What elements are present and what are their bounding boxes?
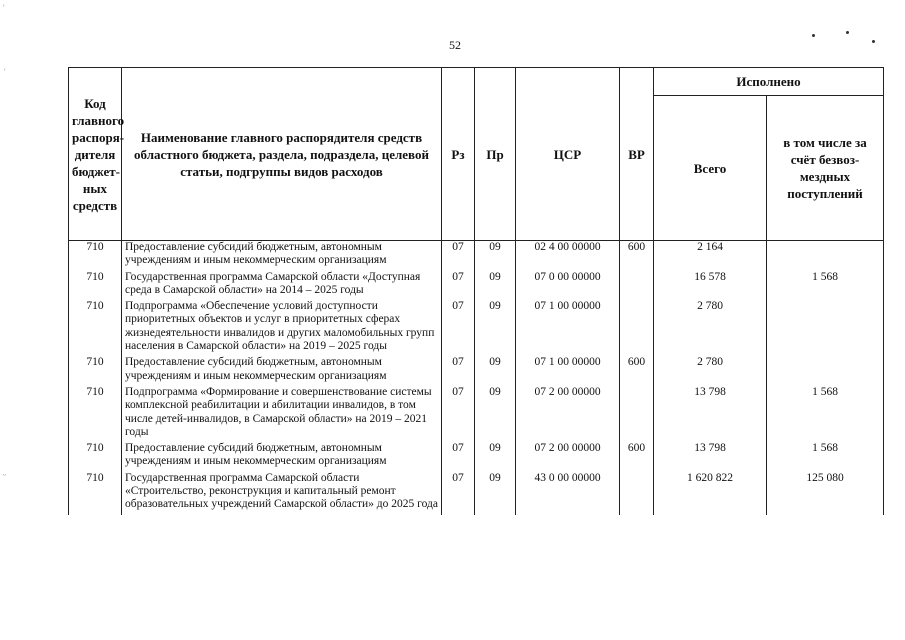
cell-code: 710 bbox=[69, 241, 122, 271]
scan-edge-mark: ᵕ bbox=[3, 470, 6, 481]
cell-pr: 09 bbox=[475, 356, 516, 386]
cell-total: 2 780 bbox=[654, 300, 767, 356]
cell-vr bbox=[620, 386, 654, 442]
scan-edge-mark: ʿ bbox=[2, 4, 6, 15]
cell-rz: 07 bbox=[442, 271, 475, 301]
cell-vr bbox=[620, 300, 654, 356]
cell-total: 2 780 bbox=[654, 356, 767, 386]
cell-csr: 07 1 00 00000 bbox=[516, 356, 620, 386]
cell-total: 1 620 822 bbox=[654, 472, 767, 515]
cell-name: Предоставление субсидий бюджетным, автономным учреждениям и иным некоммерческим организациям bbox=[122, 442, 442, 472]
cell-pr: 09 bbox=[475, 300, 516, 356]
cell-csr: 07 1 00 00000 bbox=[516, 300, 620, 356]
header-code: Код главного распоря-дителя бюджет-ных средств bbox=[69, 68, 122, 241]
cell-vr bbox=[620, 472, 654, 515]
table-row bbox=[69, 356, 884, 386]
cell-csr: 07 2 00 00000 bbox=[516, 386, 620, 442]
cell-code: 710 bbox=[69, 300, 122, 356]
cell-pr: 09 bbox=[475, 271, 516, 301]
page-number: 52 bbox=[449, 38, 461, 52]
cell-including bbox=[767, 241, 884, 271]
cell-pr: 09 bbox=[475, 442, 516, 472]
cell-total: 13 798 bbox=[654, 442, 767, 472]
cell-including: 1 568 bbox=[767, 271, 884, 301]
cell-code: 710 bbox=[69, 472, 122, 515]
cell-code: 710 bbox=[69, 356, 122, 386]
table-row bbox=[69, 271, 884, 301]
header-including: в том числе за счёт безвоз-мездных поступлений bbox=[767, 96, 884, 241]
cell-name: Предоставление субсидий бюджетным, автономным учреждениям и иным некоммерческим организациям bbox=[122, 241, 442, 271]
cell-rz: 07 bbox=[442, 442, 475, 472]
cell-total: 13 798 bbox=[654, 386, 767, 442]
cell-name: Государственная программа Самарской области «Строительство, реконструкция и капитальный ремонт образовательных учреждений Самарской области» до 2025 года bbox=[122, 472, 442, 515]
budget-table bbox=[68, 67, 884, 515]
header-name: Наименование главного распорядителя средств областного бюджета, раздела, подраздела, целевой статьи, подгруппы видов расходов bbox=[122, 68, 442, 241]
cell-rz: 07 bbox=[442, 472, 475, 515]
cell-including: 125 080 bbox=[767, 472, 884, 515]
cell-csr: 43 0 00 00000 bbox=[516, 472, 620, 515]
cell-csr: 07 0 00 00000 bbox=[516, 271, 620, 301]
cell-including: 1 568 bbox=[767, 386, 884, 442]
header-total: Всего bbox=[654, 96, 767, 241]
cell-csr: 02 4 00 00000 bbox=[516, 241, 620, 271]
header-executed: Исполнено bbox=[654, 68, 884, 96]
header-csr: ЦСР bbox=[516, 68, 620, 241]
header-vr: ВР bbox=[620, 68, 654, 241]
cell-name: Государственная программа Самарской области «Доступная среда в Самарской области» на 2014 – 2025 годы bbox=[122, 271, 442, 301]
cell-rz: 07 bbox=[442, 356, 475, 386]
cell-vr: 600 bbox=[620, 241, 654, 271]
table-row bbox=[69, 472, 884, 515]
cell-total: 16 578 bbox=[654, 271, 767, 301]
scan-speck bbox=[872, 40, 875, 43]
cell-vr: 600 bbox=[620, 442, 654, 472]
scan-speck bbox=[812, 34, 815, 37]
scan-speck bbox=[846, 31, 849, 34]
table-row bbox=[69, 386, 884, 442]
table-row bbox=[69, 300, 884, 356]
cell-including bbox=[767, 300, 884, 356]
cell-rz: 07 bbox=[442, 241, 475, 271]
cell-pr: 09 bbox=[475, 386, 516, 442]
cell-rz: 07 bbox=[442, 386, 475, 442]
cell-pr: 09 bbox=[475, 241, 516, 271]
cell-code: 710 bbox=[69, 271, 122, 301]
scan-edge-mark: ʾ bbox=[3, 68, 7, 79]
cell-name: Предоставление субсидий бюджетным, автономным учреждениям и иным некоммерческим организациям bbox=[122, 356, 442, 386]
table-row bbox=[69, 241, 884, 271]
cell-total: 2 164 bbox=[654, 241, 767, 271]
cell-pr: 09 bbox=[475, 472, 516, 515]
cell-including bbox=[767, 356, 884, 386]
cell-csr: 07 2 00 00000 bbox=[516, 442, 620, 472]
cell-vr: 600 bbox=[620, 356, 654, 386]
cell-vr bbox=[620, 271, 654, 301]
cell-name: Подпрограмма «Обеспечение условий доступности приоритетных объектов и услуг в приоритетных сферах жизнедеятельности инвалидов и других маломобильных групп населения в Самарской области» на 2019 – 2025 годы bbox=[122, 300, 442, 356]
cell-code: 710 bbox=[69, 442, 122, 472]
cell-including: 1 568 bbox=[767, 442, 884, 472]
header-pr: Пр bbox=[475, 68, 516, 241]
cell-rz: 07 bbox=[442, 300, 475, 356]
header-rz: Рз bbox=[442, 68, 475, 241]
cell-code: 710 bbox=[69, 386, 122, 442]
table-row bbox=[69, 442, 884, 472]
cell-name: Подпрограмма «Формирование и совершенствование системы комплексной реабилитации и абилитации инвалидов, в том числе детей-инвалидов, в Самарской области» на 2019 – 2021 годы bbox=[122, 386, 442, 442]
